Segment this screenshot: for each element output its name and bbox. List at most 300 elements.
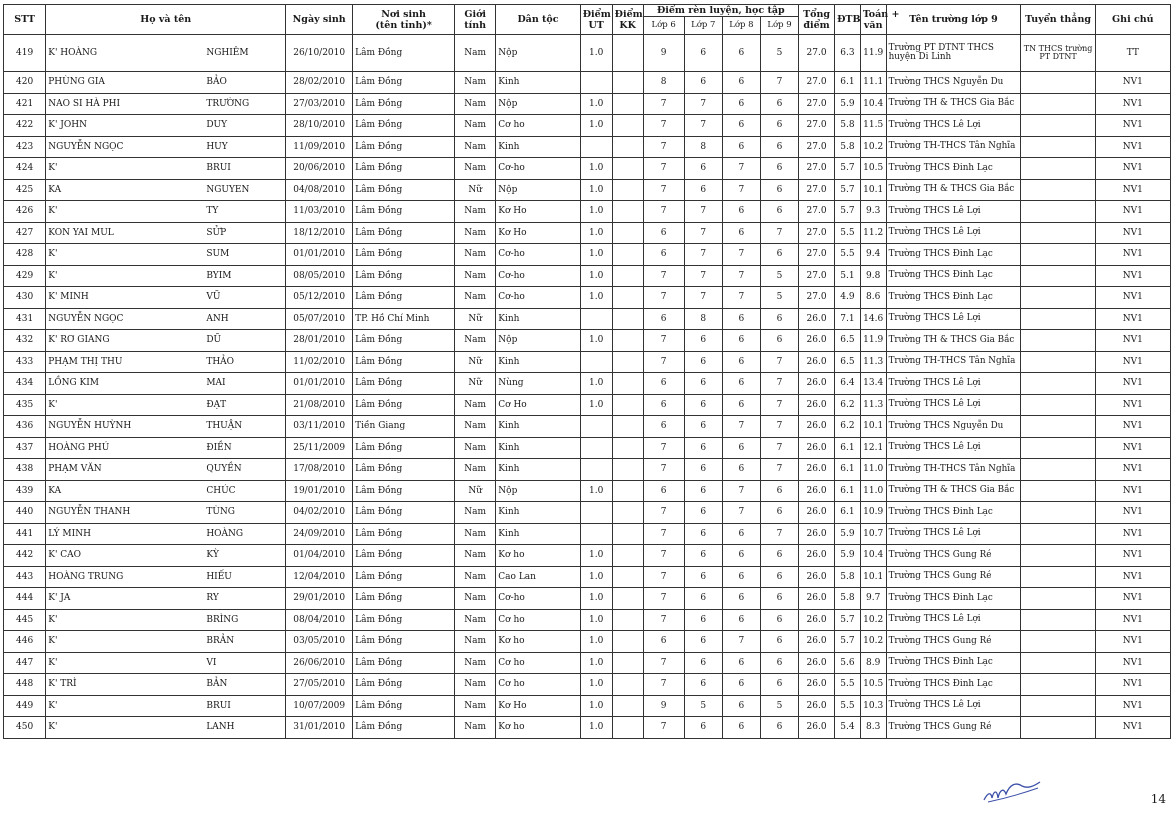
row-toan-van: 11.9 — [860, 35, 886, 72]
row-lop7: 7 — [684, 93, 722, 115]
row-ho: PHÙNG GIA — [46, 72, 205, 94]
row-dtb: 6.3 — [835, 35, 861, 72]
row-stt: 435 — [4, 394, 46, 416]
row-ten: SUM — [204, 244, 285, 266]
row-ngay-sinh: 01/04/2010 — [286, 545, 353, 567]
row-lop7: 6 — [684, 502, 722, 524]
row-noi-sinh: Lâm Đồng — [353, 222, 455, 244]
row-truong: Trường TH & THCS Gia Bắc — [886, 93, 1021, 115]
row-lop9: 6 — [760, 179, 798, 201]
row-lop9: 6 — [760, 674, 798, 696]
row-lop6: 6 — [643, 308, 684, 330]
student-table — [3, 4, 1171, 739]
row-ghi-chu: NV1 — [1095, 674, 1170, 696]
row-lop7: 6 — [684, 437, 722, 459]
row-dan-toc: Cơ-ho — [496, 287, 580, 309]
row-ten: HIẾU — [204, 566, 285, 588]
row-diem-kk — [612, 394, 643, 416]
row-ngay-sinh: 05/07/2010 — [286, 308, 353, 330]
row-lop8: 6 — [722, 652, 760, 674]
row-tuyen-thang — [1021, 416, 1095, 438]
row-dan-toc: Cơ ho — [496, 652, 580, 674]
row-lop9: 6 — [760, 631, 798, 653]
row-truong: Trường THCS Nguyễn Du — [886, 72, 1021, 94]
row-truong: Trường THCS Lê Lợi — [886, 695, 1021, 717]
row-noi-sinh: Lâm Đồng — [353, 609, 455, 631]
row-truong: Trường THCS Lê Lợi — [886, 222, 1021, 244]
row-toan-van: 13.4 — [860, 373, 886, 395]
row-diem-kk — [612, 351, 643, 373]
row-stt: 449 — [4, 695, 46, 717]
row-ngay-sinh: 04/02/2010 — [286, 502, 353, 524]
row-tong-diem: 26.0 — [799, 717, 835, 739]
table-row — [4, 523, 1171, 545]
row-noi-sinh: Lâm Đồng — [353, 179, 455, 201]
table-row — [4, 717, 1171, 739]
row-lop7: 8 — [684, 136, 722, 158]
row-tong-diem: 26.0 — [799, 545, 835, 567]
row-lop7: 6 — [684, 416, 722, 438]
row-dtb: 6.1 — [835, 480, 861, 502]
row-stt: 442 — [4, 545, 46, 567]
row-toan-van: 10.7 — [860, 523, 886, 545]
row-lop8: 6 — [722, 674, 760, 696]
row-lop9: 5 — [760, 695, 798, 717]
row-dan-toc: Nộp — [496, 35, 580, 72]
row-toan-van: 10.1 — [860, 566, 886, 588]
row-dtb: 5.8 — [835, 566, 861, 588]
row-ten: HUY — [204, 136, 285, 158]
row-dan-toc: Kơ Ho — [496, 695, 580, 717]
row-gioi-tinh: Nam — [455, 652, 496, 674]
row-ho: NGUYỄN NGỌC — [46, 136, 205, 158]
row-ghi-chu: NV1 — [1095, 115, 1170, 137]
row-truong: Trường TH & THCS Gia Bắc — [886, 330, 1021, 352]
row-lop8: 7 — [722, 158, 760, 180]
row-dtb: 5.7 — [835, 609, 861, 631]
row-lop7: 6 — [684, 480, 722, 502]
row-ghi-chu: NV1 — [1095, 222, 1170, 244]
row-dtb: 6.1 — [835, 437, 861, 459]
table-row — [4, 437, 1171, 459]
row-stt: 431 — [4, 308, 46, 330]
row-ho: K' — [46, 201, 205, 223]
row-ngay-sinh: 10/07/2009 — [286, 695, 353, 717]
row-ghi-chu: NV1 — [1095, 695, 1170, 717]
row-ghi-chu: NV1 — [1095, 308, 1170, 330]
row-tong-diem: 26.0 — [799, 394, 835, 416]
row-gioi-tinh: Nam — [455, 287, 496, 309]
row-diem-ut: 1.0 — [580, 674, 612, 696]
row-lop6: 7 — [643, 158, 684, 180]
row-lop7: 6 — [684, 631, 722, 653]
row-tuyen-thang — [1021, 351, 1095, 373]
row-dtb: 5.5 — [835, 695, 861, 717]
row-dan-toc: Kơ Ho — [496, 222, 580, 244]
row-ten: TÙNG — [204, 502, 285, 524]
header-lop9: Lớp 9 — [760, 17, 798, 35]
row-truong: Trường THCS Đinh Lạc — [886, 674, 1021, 696]
row-tong-diem: 27.0 — [799, 201, 835, 223]
row-ho: K' HOÀNG — [46, 35, 205, 72]
row-lop7: 6 — [684, 459, 722, 481]
row-ho: K' — [46, 652, 205, 674]
row-noi-sinh: Lâm Đồng — [353, 588, 455, 610]
table-row — [4, 115, 1171, 137]
row-tuyen-thang — [1021, 631, 1095, 653]
row-lop7: 6 — [684, 674, 722, 696]
row-dtb: 6.1 — [835, 72, 861, 94]
row-dtb: 5.7 — [835, 158, 861, 180]
row-gioi-tinh: Nam — [455, 330, 496, 352]
row-stt: 432 — [4, 330, 46, 352]
row-ten: BRÌNG — [204, 609, 285, 631]
row-noi-sinh: Lâm Đồng — [353, 437, 455, 459]
row-dtb: 6.4 — [835, 373, 861, 395]
row-truong: Trường THCS Gung Ré — [886, 545, 1021, 567]
row-diem-ut — [580, 136, 612, 158]
row-ho: LỒNG KIM — [46, 373, 205, 395]
row-dtb: 5.8 — [835, 115, 861, 137]
row-diem-ut: 1.0 — [580, 201, 612, 223]
row-lop8: 6 — [722, 373, 760, 395]
row-toan-van: 11.2 — [860, 222, 886, 244]
row-lop9: 6 — [760, 308, 798, 330]
row-truong: Trường THCS Đinh Lạc — [886, 158, 1021, 180]
row-lop6: 7 — [643, 93, 684, 115]
row-noi-sinh: Lâm Đồng — [353, 480, 455, 502]
row-tong-diem: 26.0 — [799, 566, 835, 588]
row-dan-toc: Cao Lan — [496, 566, 580, 588]
table-row — [4, 609, 1171, 631]
row-truong: Trường THCS Gung Ré — [886, 566, 1021, 588]
row-lop6: 7 — [643, 717, 684, 739]
row-lop7: 6 — [684, 394, 722, 416]
row-gioi-tinh: Nam — [455, 717, 496, 739]
row-gioi-tinh: Nam — [455, 459, 496, 481]
row-truong: Trường THCS Lê Lợi — [886, 308, 1021, 330]
row-ghi-chu: NV1 — [1095, 566, 1170, 588]
row-lop8: 7 — [722, 631, 760, 653]
row-diem-kk — [612, 35, 643, 72]
row-tong-diem: 26.0 — [799, 308, 835, 330]
row-lop9: 7 — [760, 72, 798, 94]
row-tuyen-thang — [1021, 93, 1095, 115]
row-ngay-sinh: 21/08/2010 — [286, 394, 353, 416]
row-ten: ĐẠT — [204, 394, 285, 416]
row-truong: Trường THCS Lê Lợi — [886, 609, 1021, 631]
row-ho: K' — [46, 394, 205, 416]
row-dtb: 5.7 — [835, 179, 861, 201]
row-truong: Trường THCS Gung Ré — [886, 631, 1021, 653]
row-noi-sinh: Lâm Đồng — [353, 545, 455, 567]
page-number: 14 — [1150, 792, 1166, 806]
row-ngay-sinh: 27/03/2010 — [286, 93, 353, 115]
row-lop7: 6 — [684, 545, 722, 567]
row-diem-kk — [612, 695, 643, 717]
row-diem-kk — [612, 674, 643, 696]
row-tong-diem: 26.0 — [799, 631, 835, 653]
header-gioi-tinh — [455, 5, 496, 35]
row-ngay-sinh: 01/01/2010 — [286, 244, 353, 266]
row-dtb: 5.9 — [835, 545, 861, 567]
row-dtb: 6.2 — [835, 416, 861, 438]
table-row — [4, 459, 1171, 481]
row-ngay-sinh: 08/05/2010 — [286, 265, 353, 287]
row-toan-van: 10.5 — [860, 158, 886, 180]
row-ngay-sinh: 28/01/2010 — [286, 330, 353, 352]
row-diem-ut: 1.0 — [580, 394, 612, 416]
row-lop7: 6 — [684, 72, 722, 94]
row-gioi-tinh: Nữ — [455, 480, 496, 502]
row-lop9: 7 — [760, 394, 798, 416]
row-diem-kk — [612, 609, 643, 631]
row-stt: 446 — [4, 631, 46, 653]
table-row — [4, 330, 1171, 352]
row-lop7: 6 — [684, 652, 722, 674]
row-dtb: 5.8 — [835, 136, 861, 158]
row-diem-ut: 1.0 — [580, 265, 612, 287]
row-ngay-sinh: 28/02/2010 — [286, 72, 353, 94]
row-lop7: 5 — [684, 695, 722, 717]
row-ten: BYIM — [204, 265, 285, 287]
row-dtb: 4.9 — [835, 287, 861, 309]
row-lop7: 6 — [684, 35, 722, 72]
row-dan-toc: Kinh — [496, 136, 580, 158]
row-lop6: 7 — [643, 652, 684, 674]
row-lop6: 6 — [643, 631, 684, 653]
row-ghi-chu: NV1 — [1095, 459, 1170, 481]
row-noi-sinh: Lâm Đồng — [353, 351, 455, 373]
row-dtb: 5.5 — [835, 674, 861, 696]
student-list-sheet — [3, 4, 1171, 739]
row-lop8: 6 — [722, 545, 760, 567]
row-stt: 424 — [4, 158, 46, 180]
row-gioi-tinh: Nam — [455, 35, 496, 72]
row-tuyen-thang — [1021, 373, 1095, 395]
header-diem-kk-line2: KK — [619, 19, 636, 31]
row-lop9: 6 — [760, 566, 798, 588]
row-lop9: 6 — [760, 158, 798, 180]
row-ten: ANH — [204, 308, 285, 330]
row-stt: 441 — [4, 523, 46, 545]
row-toan-van: 11.5 — [860, 115, 886, 137]
header-ren-luyen: Điểm rèn luyện, học tập — [643, 5, 799, 17]
row-noi-sinh: Lâm Đồng — [353, 674, 455, 696]
row-noi-sinh: Lâm Đồng — [353, 523, 455, 545]
row-ten: BẢO — [204, 72, 285, 94]
row-diem-kk — [612, 373, 643, 395]
row-ho: NGUYỄN HUỲNH — [46, 416, 205, 438]
header-lop7: Lớp 7 — [684, 17, 722, 35]
table-row — [4, 72, 1171, 94]
row-lop9: 6 — [760, 330, 798, 352]
row-ten: NGHIÊM — [204, 35, 285, 72]
row-ngay-sinh: 31/01/2010 — [286, 717, 353, 739]
row-tong-diem: 27.0 — [799, 136, 835, 158]
row-noi-sinh: TP. Hồ Chí Minh — [353, 308, 455, 330]
row-truong: Trường THCS Đinh Lạc — [886, 502, 1021, 524]
row-diem-ut: 1.0 — [580, 695, 612, 717]
row-ghi-chu: NV1 — [1095, 179, 1170, 201]
table-row — [4, 265, 1171, 287]
row-toan-van: 8.6 — [860, 287, 886, 309]
row-lop8: 6 — [722, 93, 760, 115]
row-dtb: 6.1 — [835, 502, 861, 524]
row-ngay-sinh: 28/10/2010 — [286, 115, 353, 137]
row-diem-ut — [580, 502, 612, 524]
row-lop6: 7 — [643, 179, 684, 201]
row-noi-sinh: Lâm Đồng — [353, 93, 455, 115]
row-tong-diem: 26.0 — [799, 674, 835, 696]
row-toan-van: 11.1 — [860, 72, 886, 94]
row-gioi-tinh: Nữ — [455, 308, 496, 330]
header-tong-diem-line2: điểm — [803, 19, 830, 31]
row-dtb: 5.7 — [835, 201, 861, 223]
row-diem-ut: 1.0 — [580, 631, 612, 653]
row-tuyen-thang — [1021, 158, 1095, 180]
row-ngay-sinh: 11/03/2010 — [286, 201, 353, 223]
row-diem-ut: 1.0 — [580, 566, 612, 588]
row-gioi-tinh: Nam — [455, 545, 496, 567]
row-tuyen-thang — [1021, 523, 1095, 545]
row-toan-van: 9.8 — [860, 265, 886, 287]
row-toan-van: 14.6 — [860, 308, 886, 330]
row-ho: K' JOHN — [46, 115, 205, 137]
row-lop6: 7 — [643, 201, 684, 223]
row-lop8: 6 — [722, 609, 760, 631]
row-toan-van: 11.0 — [860, 459, 886, 481]
table-row — [4, 35, 1171, 72]
row-lop7: 7 — [684, 244, 722, 266]
row-dan-toc: Kơ Ho — [496, 201, 580, 223]
row-lop8: 7 — [722, 265, 760, 287]
row-ho: HOÀNG TRUNG — [46, 566, 205, 588]
row-ten: VI — [204, 652, 285, 674]
row-ngay-sinh: 25/11/2009 — [286, 437, 353, 459]
row-diem-kk — [612, 244, 643, 266]
row-ho: NAO SI HÀ PHI — [46, 93, 205, 115]
row-ten: HOÀNG — [204, 523, 285, 545]
row-diem-ut: 1.0 — [580, 35, 612, 72]
row-stt: 430 — [4, 287, 46, 309]
row-lop6: 7 — [643, 115, 684, 137]
row-noi-sinh: Lâm Đồng — [353, 136, 455, 158]
row-ngay-sinh: 12/04/2010 — [286, 566, 353, 588]
row-stt: 450 — [4, 717, 46, 739]
row-dan-toc: Nùng — [496, 373, 580, 395]
row-dtb: 6.1 — [835, 459, 861, 481]
row-truong: Trường THCS Đinh Lạc — [886, 588, 1021, 610]
row-diem-ut: 1.0 — [580, 545, 612, 567]
row-tuyen-thang — [1021, 437, 1095, 459]
row-toan-van: 9.4 — [860, 244, 886, 266]
row-tong-diem: 26.0 — [799, 351, 835, 373]
row-ten: ĐIỀN — [204, 437, 285, 459]
row-lop6: 7 — [643, 545, 684, 567]
row-lop7: 6 — [684, 717, 722, 739]
row-diem-ut: 1.0 — [580, 93, 612, 115]
row-toan-van: 10.2 — [860, 136, 886, 158]
row-tuyen-thang — [1021, 480, 1095, 502]
row-ghi-chu: NV1 — [1095, 631, 1170, 653]
row-stt: 437 — [4, 437, 46, 459]
row-tong-diem: 26.0 — [799, 652, 835, 674]
row-dan-toc: Kinh — [496, 459, 580, 481]
row-gioi-tinh: Nam — [455, 72, 496, 94]
row-gioi-tinh: Nam — [455, 222, 496, 244]
row-toan-van: 11.3 — [860, 351, 886, 373]
row-ghi-chu: NV1 — [1095, 437, 1170, 459]
row-diem-kk — [612, 437, 643, 459]
row-tuyen-thang — [1021, 136, 1095, 158]
row-dtb: 5.5 — [835, 222, 861, 244]
row-diem-ut — [580, 459, 612, 481]
row-lop9: 6 — [760, 115, 798, 137]
row-lop9: 6 — [760, 93, 798, 115]
row-dan-toc: Kơ ho — [496, 545, 580, 567]
row-tong-diem: 27.0 — [799, 179, 835, 201]
row-tong-diem: 26.0 — [799, 480, 835, 502]
row-ten: BẢN — [204, 674, 285, 696]
row-ghi-chu: NV1 — [1095, 652, 1170, 674]
row-gioi-tinh: Nam — [455, 566, 496, 588]
row-lop9: 6 — [760, 502, 798, 524]
row-noi-sinh: Lâm Đồng — [353, 330, 455, 352]
row-ghi-chu: NV1 — [1095, 158, 1170, 180]
row-stt: 422 — [4, 115, 46, 137]
row-diem-kk — [612, 308, 643, 330]
row-lop8: 6 — [722, 459, 760, 481]
row-lop7: 6 — [684, 179, 722, 201]
row-dtb: 5.7 — [835, 631, 861, 653]
row-tong-diem: 27.0 — [799, 115, 835, 137]
row-diem-kk — [612, 179, 643, 201]
row-stt: 423 — [4, 136, 46, 158]
row-lop7: 7 — [684, 222, 722, 244]
header-diem-kk — [612, 5, 643, 35]
row-ho: KA — [46, 179, 205, 201]
row-lop8: 6 — [722, 394, 760, 416]
row-toan-van: 10.3 — [860, 695, 886, 717]
header-dan-toc: Dân tộc — [496, 5, 580, 35]
row-lop6: 8 — [643, 72, 684, 94]
row-toan-van: 9.3 — [860, 201, 886, 223]
row-lop6: 7 — [643, 674, 684, 696]
row-ho: K' CAO — [46, 545, 205, 567]
row-lop6: 9 — [643, 695, 684, 717]
row-ten: DŨ — [204, 330, 285, 352]
row-noi-sinh: Lâm Đồng — [353, 695, 455, 717]
row-noi-sinh: Lâm Đồng — [353, 265, 455, 287]
row-gioi-tinh: Nam — [455, 523, 496, 545]
row-stt: 420 — [4, 72, 46, 94]
header-noi-sinh — [353, 5, 455, 35]
row-lop9: 7 — [760, 416, 798, 438]
row-dan-toc: Cơ ho — [496, 115, 580, 137]
row-truong: Trường THCS Đinh Lạc — [886, 287, 1021, 309]
row-lop6: 7 — [643, 330, 684, 352]
table-row — [4, 502, 1171, 524]
row-dtb: 6.2 — [835, 394, 861, 416]
row-ghi-chu: NV1 — [1095, 351, 1170, 373]
row-tuyen-thang — [1021, 115, 1095, 137]
row-ngay-sinh: 03/11/2010 — [286, 416, 353, 438]
row-dan-toc: Cơ-ho — [496, 588, 580, 610]
row-lop6: 6 — [643, 244, 684, 266]
table-row — [4, 695, 1171, 717]
row-ten: KỲ — [204, 545, 285, 567]
